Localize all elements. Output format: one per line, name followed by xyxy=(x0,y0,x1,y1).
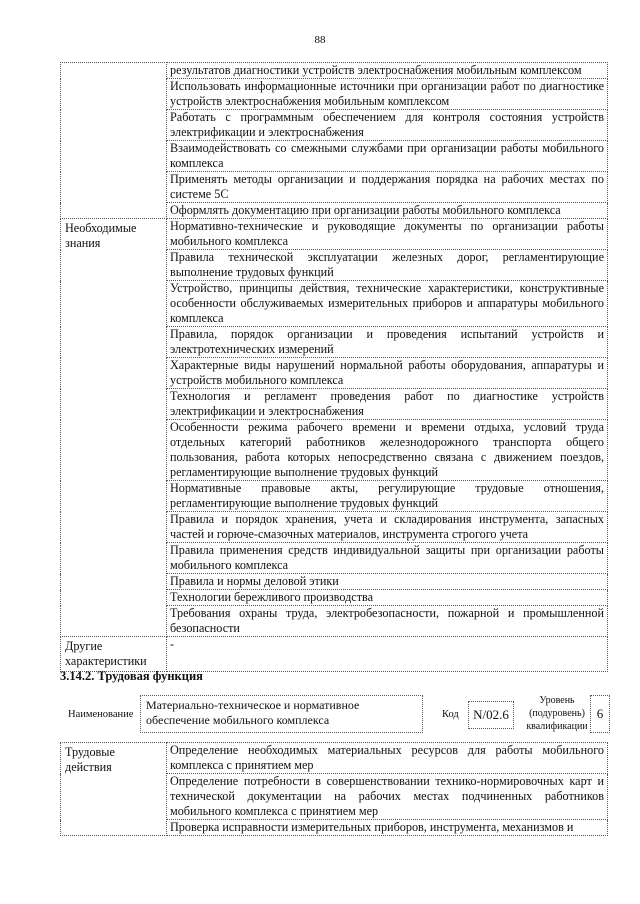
skill-item: результатов диагностики устройств электроснабжения мобильным комплексом xyxy=(167,63,608,79)
skill-item: Использовать информационные источники при организации работ по диагностике устройств электроснабжения мобильным комплексом xyxy=(167,79,608,110)
knowledge-item: Требования охраны труда, электробезопасности, пожарной и промышленной безопасности xyxy=(167,606,608,637)
other-characteristics-value: - xyxy=(167,637,608,672)
skills-knowledge-table xyxy=(60,62,608,672)
knowledge-item: Технологии бережливого производства xyxy=(167,590,608,606)
skill-item: Оформлять документацию при организации работы мобильного комплекса xyxy=(167,203,608,219)
skills-label-cell xyxy=(61,63,167,219)
knowledge-item: Правила технической эксплуатации железных дорог, регламентирующие выполнение трудовых функций xyxy=(167,250,608,281)
page-number: 88 xyxy=(314,34,326,46)
labor-action-item: Определение потребности в совершенствовании технико-нормировочных карт и технической документации на рабочих местах подчиненных работников мобильного комплекса с принятием мер xyxy=(167,774,608,820)
labor-actions-body xyxy=(61,743,608,836)
code-value: N/02.6 xyxy=(468,701,514,729)
skill-item: Взаимодействовать со смежными службами при организации работы мобильного комплекса xyxy=(167,141,608,172)
code-label: Код xyxy=(442,709,459,720)
knowledge-item: Правила, порядок организации и проведения испытаний устройств и электротехнических измерений xyxy=(167,327,608,358)
name-label: Наименование xyxy=(68,709,134,720)
knowledge-item: Устройство, принципы действия, технические характеристики, конструктивные особенности обслуживаемых измерительных приборов и аппаратуры мобильного комплекса xyxy=(167,281,608,327)
skill-item: Работать с программным обеспечением для контроля состояния устройств электрификации и электроснабжения xyxy=(167,110,608,141)
other-characteristics-label: Другие характеристики xyxy=(61,637,167,672)
qualification-level-label: Уровень (подуровень) квалификации xyxy=(526,695,588,732)
knowledge-item: Характерные виды нарушений нормальной работы оборудования, аппаратуры и устройств мобильного комплекса xyxy=(167,358,608,389)
table-row xyxy=(61,743,608,774)
qualification-level-value: 6 xyxy=(590,695,610,733)
knowledge-item: Правила и порядок хранения, учета и складирования инструмента, запасных частей и горюче-смазочных материалов, инструмента строгого учета xyxy=(167,512,608,543)
knowledge-item: Правила применения средств индивидуальной защиты при организации работы мобильного комплекса xyxy=(167,543,608,574)
table-row xyxy=(61,63,608,79)
labor-actions-table xyxy=(60,742,608,836)
table-row xyxy=(61,219,608,250)
labor-actions-label: Трудовые действия xyxy=(61,743,167,836)
knowledge-item: Нормативно-технические и руководящие документы по организации работы мобильного комплекса xyxy=(167,219,608,250)
section-heading: 3.14.2. Трудовая функция xyxy=(60,669,203,683)
labor-action-item: Проверка исправности измерительных приборов, инструмента, механизмов и xyxy=(167,820,608,836)
knowledge-item: Нормативные правовые акты, регулирующие трудовые отношения, регламентирующие выполнение трудовых функций xyxy=(167,481,608,512)
labor-action-item: Определение необходимых материальных ресурсов для работы мобильного комплекса с принятием мер xyxy=(167,743,608,774)
name-value: Материально-техническое и нормативное обеспечение мобильного комплекса xyxy=(140,695,423,733)
knowledge-item: Правила и нормы деловой этики xyxy=(167,574,608,590)
skill-item: Применять методы организации и поддержания порядка на рабочих местах по системе 5С xyxy=(167,172,608,203)
skills-knowledge-body xyxy=(61,63,608,672)
knowledge-label: Необходимые знания xyxy=(61,219,167,637)
knowledge-item: Особенности режима рабочего времени и времени отдыха, условий труда отдельных категорий работников железнодорожного транспорта общего пользования, работа которых непосредственно связана с движением поездов, регламентирующие выполнение трудовых функций xyxy=(167,420,608,481)
table-row xyxy=(61,637,608,672)
labor-function-header xyxy=(60,692,608,738)
knowledge-item: Технология и регламент проведения работ по диагностике устройств электрификации и электроснабжения xyxy=(167,389,608,420)
